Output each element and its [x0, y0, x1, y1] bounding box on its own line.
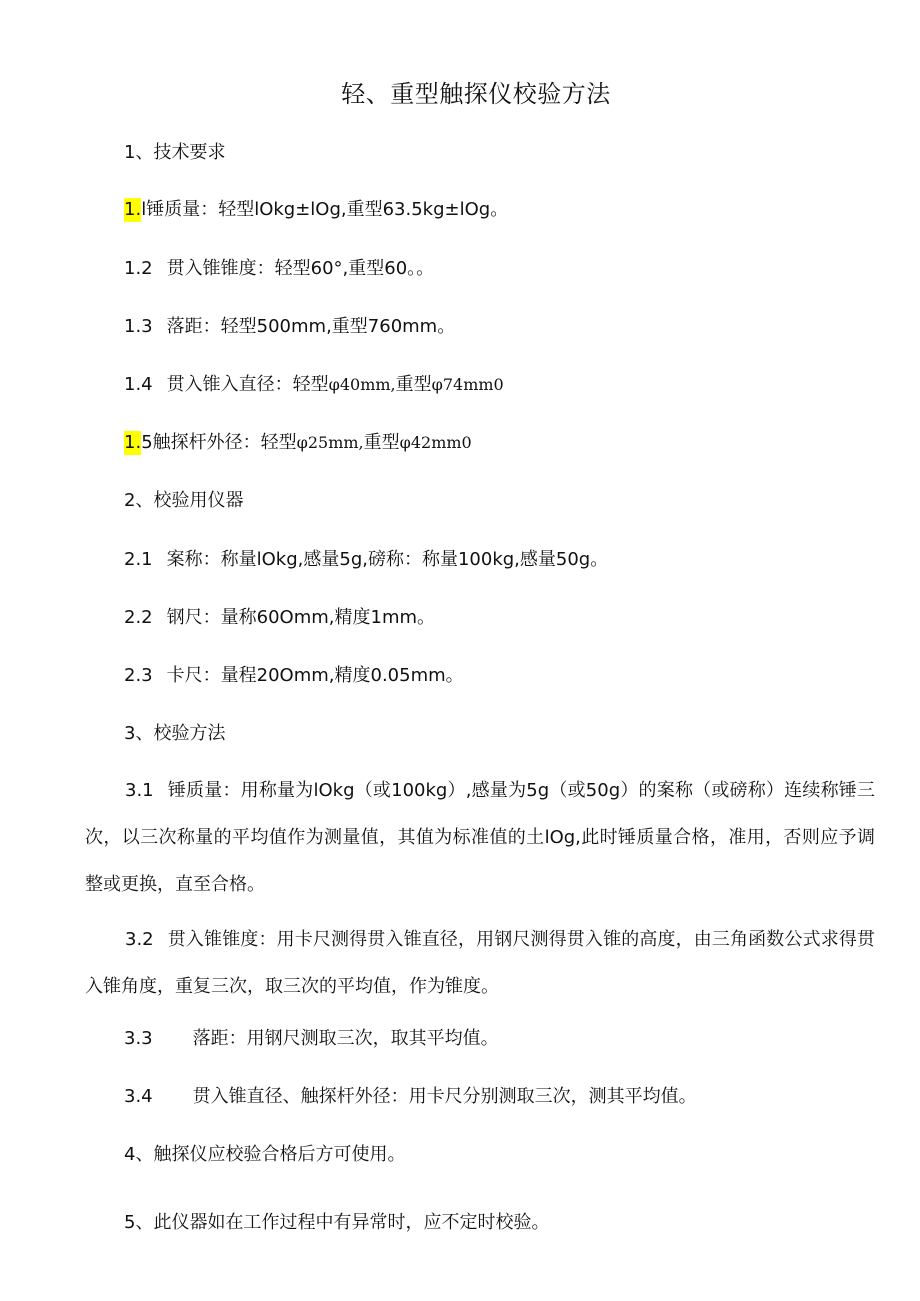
- paragraph-3-2-number: 3.2: [125, 929, 154, 950]
- section-2-heading: 2、校验用仪器: [124, 490, 244, 511]
- item-1-4: [124, 373, 504, 397]
- item-3-4: [124, 1085, 697, 1109]
- item-1-3-text: 落距：轻型500mm,重型760mm。: [166, 316, 456, 337]
- section-4-text: 4、触探仪应校验合格后方可使用。: [124, 1144, 406, 1165]
- item-3-3-number: 3.3: [124, 1028, 153, 1049]
- section-3-heading: 3、校验方法: [124, 723, 226, 744]
- item-2-2-text: 钢尺：量称60Omm,精度1mm。: [166, 607, 436, 628]
- item-2-1-text: 案称：称量lOkg,感量5g,磅称：称量100kg,感量50g。: [166, 549, 609, 570]
- item-1-1: [124, 198, 508, 222]
- item-1-5-text-d: φ42mm0: [399, 433, 472, 452]
- item-2-3-number: 2.3: [124, 665, 153, 686]
- item-1-5: [124, 431, 472, 455]
- paragraph-3-2: [85, 916, 875, 1010]
- item-1-4-number: 1.4: [124, 374, 153, 395]
- item-1-3: [124, 315, 455, 339]
- item-2-1-number: 2.1: [124, 549, 153, 570]
- item-2-2-number: 2.2: [124, 607, 153, 628]
- item-2-2: [124, 606, 435, 630]
- item-1-5-text-c: 重型: [363, 432, 400, 453]
- item-3-4-text: 贯入锥直径、触探杆外径：用卡尺分别测取三次，测其平均值。: [192, 1086, 697, 1107]
- item-1-1-text: l锤质量：轻型lOkg±lOg,重型63.5kg±lOg。: [141, 199, 509, 220]
- paragraph-3-2-text: 贯入锥锥度：用卡尺测得贯入锥直径，用钢尺测得贯入锥的高度，由三角函数公式求得贯入锥角度，重复三次，取三次的平均值，作为锥度。: [85, 929, 875, 997]
- item-2-3-text: 卡尺：量程20Omm,精度0.05mm。: [166, 665, 464, 686]
- item-1-4-text-a: 贯入锥入直径：轻型: [166, 374, 329, 395]
- item-1-5-text-a: 5触探杆外径：轻型: [141, 432, 297, 453]
- item-1-4-text-c: 重型: [395, 374, 432, 395]
- item-1-5-text-b: φ25mm,: [296, 433, 364, 452]
- item-1-3-number: 1.3: [124, 316, 153, 337]
- item-3-4-number: 3.4: [124, 1086, 153, 1107]
- item-1-4-text-b: φ40mm,: [328, 375, 396, 394]
- item-1-2-text: 贯入锥锥度：轻型60°,重型60。。: [166, 258, 435, 279]
- item-1-4-text-d: φ74mm0: [431, 375, 504, 394]
- document-title: 轻、重型触探仪校验方法: [341, 80, 611, 108]
- item-3-3-text: 落距：用钢尺测取三次，取其平均值。: [192, 1028, 499, 1049]
- item-2-3: [124, 664, 464, 688]
- item-1-2: [124, 257, 434, 281]
- item-2-1: [124, 548, 608, 572]
- item-3-3: [124, 1027, 499, 1051]
- item-1-1-number: 1.: [124, 199, 142, 220]
- section-1-heading: 1、技术要求: [124, 142, 226, 163]
- paragraph-3-1-number: 3.1: [125, 780, 154, 801]
- section-5-text: 5、此仪器如在工作过程中有异常时，应不定时校验。: [124, 1212, 550, 1233]
- paragraph-3-1: [85, 767, 875, 908]
- item-1-5-number: 1.: [124, 432, 142, 453]
- paragraph-3-1-text: 锤质量：用称量为lOkg（或100kg）,感量为5g（或50g）的案称（或磅称）连续称锤三次，以三次称量的平均值作为测量值，其值为标准值的土lOg,此时锤质量合格，准用，否则应予调整或更换，直至合格。: [85, 780, 875, 895]
- item-1-2-number: 1.2: [124, 258, 153, 279]
